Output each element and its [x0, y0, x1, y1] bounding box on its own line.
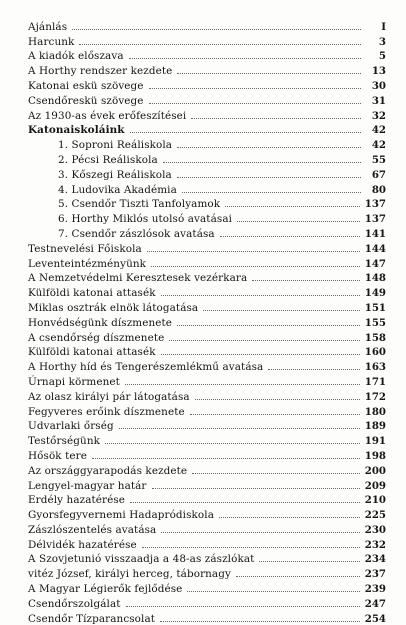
dot-leader: [203, 309, 360, 311]
toc-entry-page-number: 237: [364, 568, 386, 581]
toc-entry: [28, 270, 386, 285]
dot-leader: [237, 220, 360, 222]
toc-entry: [28, 122, 386, 137]
toc-entry-page-number: 80: [371, 183, 386, 196]
toc-entry-page-number: 254: [364, 612, 386, 625]
toc-entry-page-number: 149: [364, 287, 386, 300]
toc-entry-page-number: 209: [364, 479, 386, 492]
dot-leader: [125, 383, 360, 385]
toc-entry-page-number: 13: [371, 65, 386, 78]
toc-entry-title: Testőrségünk: [28, 435, 101, 448]
toc-entry-page-number: 55: [371, 153, 386, 166]
dot-leader: [149, 87, 361, 89]
toc-entry-page-number: 171: [364, 375, 386, 388]
toc-entry-title: Délvidék hazatérése: [28, 538, 137, 551]
toc-entry-title: Csendőreskü szövege: [28, 94, 144, 107]
toc-entry-page-number: 147: [364, 257, 386, 270]
toc-entry-title: Külföldi katonai attasék: [28, 287, 156, 300]
toc-entry-page-number: 239: [364, 583, 386, 596]
toc-entry: [28, 225, 386, 240]
dot-leader: [72, 28, 361, 30]
toc-entry: [28, 255, 386, 270]
dot-leader: [195, 398, 360, 400]
dot-leader: [177, 146, 361, 148]
toc-entry-title: Katonai eskü szövege: [28, 79, 144, 92]
toc-entry-title: Erdély hazatérése: [28, 494, 126, 507]
toc-entry-title: Hősök tere: [28, 449, 87, 462]
toc-entry-page-number: 210: [364, 494, 386, 507]
toc-entry-title: Az országgyarapodás kezdete: [28, 464, 188, 477]
toc-entry-page-number: I: [381, 20, 386, 33]
toc-entry: [28, 92, 386, 107]
toc-entry-page-number: 247: [364, 597, 386, 610]
toc-entry-page-number: 67: [371, 168, 386, 181]
dot-leader: [161, 294, 360, 296]
toc-entry: [28, 580, 386, 595]
toc-entry-title: Miklas osztrák elnök látogatása: [28, 301, 199, 314]
toc-entry: [28, 403, 386, 418]
toc-entry-title: A Magyar Légierők fejlődése: [28, 583, 183, 596]
toc-entry-title: Testnevelési Főiskola: [28, 242, 142, 255]
toc-entry-title: Fegyveres erőink díszmenete: [28, 405, 185, 418]
toc-entry-page-number: 144: [364, 242, 386, 255]
dot-leader: [105, 442, 360, 444]
toc-entry-title: Az 1930-as évek erőfeszítései: [28, 109, 187, 122]
toc-entry: [28, 166, 386, 181]
toc-entry: [28, 477, 386, 492]
toc-entry-page-number: 180: [364, 405, 386, 418]
table-of-contents: [28, 18, 386, 625]
dot-leader: [163, 161, 361, 163]
toc-entry-page-number: 160: [364, 346, 386, 359]
toc-entry-page-number: 158: [364, 331, 386, 344]
toc-entry-page-number: 42: [371, 124, 386, 137]
dot-leader: [129, 57, 361, 59]
toc-entry: [28, 151, 386, 166]
toc-entry: [28, 62, 386, 77]
dot-leader: [119, 427, 360, 429]
toc-entry: [28, 551, 386, 566]
toc-entry-page-number: 163: [364, 361, 386, 374]
toc-entry-title: 3. Kőszegi Reáliskola: [58, 168, 172, 181]
toc-entry-title: Harcunk: [28, 35, 75, 48]
toc-entry: [28, 314, 386, 329]
toc-entry-title: vitéz József, királyi herceg, tábornagy: [28, 568, 231, 581]
toc-entry-title: Zászlószentelés avatása: [28, 523, 157, 536]
toc-entry-page-number: 31: [371, 94, 386, 107]
toc-entry: [28, 48, 386, 63]
toc-entry-page-number: 234: [364, 553, 386, 566]
toc-entry: [28, 536, 386, 551]
toc-entry: [28, 210, 386, 225]
toc-entry: [28, 506, 386, 521]
toc-entry-page-number: 200: [364, 464, 386, 477]
toc-entry: [28, 418, 386, 433]
toc-entry-title: Udvarlaki őrség: [28, 420, 114, 433]
dot-leader: [220, 235, 360, 237]
toc-entry-page-number: 189: [364, 420, 386, 433]
toc-entry-title: A kiadók előszava: [28, 50, 124, 63]
dot-leader: [192, 472, 360, 474]
toc-entry-title: Ajánlás: [28, 20, 68, 33]
dot-leader: [225, 205, 360, 207]
dot-leader: [152, 487, 360, 489]
toc-entry-page-number: 172: [364, 390, 386, 403]
toc-entry: [28, 388, 386, 403]
dot-leader: [268, 368, 359, 370]
toc-entry: [28, 432, 386, 447]
toc-entry: [28, 595, 386, 610]
toc-entry-title: 5. Csendőr Tiszti Tanfolyamok: [58, 198, 221, 211]
toc-entry: [28, 447, 386, 462]
dot-leader: [259, 560, 359, 562]
toc-entry: [28, 492, 386, 507]
dot-leader: [169, 339, 359, 341]
toc-entry-title: 4. Ludovika Akadémia: [58, 183, 177, 196]
toc-entry: [28, 329, 386, 344]
toc-entry-title: Katonaiskoláink: [28, 124, 125, 137]
toc-entry-page-number: 198: [364, 449, 386, 462]
toc-entry-title: Leventeintézményünk: [28, 257, 147, 270]
dot-leader: [177, 72, 361, 74]
toc-entry-page-number: 148: [364, 272, 386, 285]
toc-entry-page-number: 137: [364, 213, 386, 226]
toc-entry: [28, 181, 386, 196]
dot-leader: [190, 413, 360, 415]
dot-leader: [142, 546, 360, 548]
dot-leader: [151, 265, 360, 267]
dot-leader: [92, 457, 360, 459]
toc-entry-page-number: 232: [364, 538, 386, 551]
toc-entry-title: 1. Soproni Reáliskola: [58, 139, 173, 152]
dot-leader: [177, 324, 360, 326]
toc-entry-title: Lengyel-magyar határ: [28, 479, 147, 492]
toc-entry: [28, 196, 386, 211]
toc-entry: [28, 240, 386, 255]
toc-entry: [28, 344, 386, 359]
dot-leader: [126, 605, 360, 607]
dot-leader: [147, 250, 360, 252]
toc-entry-title: 7. Csendőr zászlósok avatása: [58, 227, 215, 240]
toc-entry-page-number: 230: [364, 523, 386, 536]
dot-leader: [130, 501, 360, 503]
toc-entry: [28, 565, 386, 580]
toc-entry: [28, 610, 386, 625]
dot-leader: [79, 43, 361, 45]
toc-entry-title: Az olasz királyi pár látogatása: [28, 390, 190, 403]
toc-entry: [28, 373, 386, 388]
toc-entry-title: A Nemzetvédelmi Keresztesek vezérkara: [28, 272, 248, 285]
toc-entry-title: Honvédségünk díszmenete: [28, 316, 173, 329]
toc-entry: [28, 33, 386, 48]
toc-entry-title: A Szovjetunió visszaadja a 48-as zászlókat: [28, 553, 255, 566]
dot-leader: [236, 575, 360, 577]
toc-entry-page-number: 191: [364, 435, 386, 448]
toc-entry-page-number: 141: [364, 227, 386, 240]
dot-leader: [130, 131, 361, 133]
dot-leader: [161, 353, 360, 355]
toc-entry-title: 6. Horthy Miklós utolsó avatásai: [58, 213, 233, 226]
toc-entry-title: Csendőrszolgálat: [28, 597, 121, 610]
toc-entry-title: A Horthy rendszer kezdete: [28, 65, 173, 78]
toc-entry-page-number: 32: [371, 109, 386, 122]
dot-leader: [219, 516, 360, 518]
toc-entry-page-number: 225: [364, 509, 386, 522]
toc-entry: [28, 77, 386, 92]
toc-entry-page-number: 30: [371, 79, 386, 92]
toc-entry-title: A Horthy híd és Tengerészemlékmű avatása: [28, 361, 264, 374]
dot-leader: [161, 531, 359, 533]
toc-entry: [28, 521, 386, 536]
toc-entry-page-number: 155: [364, 316, 386, 329]
dot-leader: [177, 176, 361, 178]
toc-entry-title: Gyorsfegyvernemi Hadapródiskola: [28, 509, 215, 522]
toc-entry: [28, 358, 386, 373]
toc-entry-page-number: 42: [371, 139, 386, 152]
toc-entry: [28, 107, 386, 122]
toc-entry: [28, 299, 386, 314]
toc-entry: [28, 462, 386, 477]
toc-entry-title: Külföldi katonai attasék: [28, 346, 156, 359]
toc-entry-title: Csendőr Tízparancsolat: [28, 612, 156, 625]
toc-entry-title: A csendőrség díszmenete: [28, 331, 165, 344]
toc-entry-title: 2. Pécsi Reáliskola: [58, 153, 158, 166]
toc-entry: [28, 284, 386, 299]
dot-leader: [182, 191, 361, 193]
toc-entry-page-number: 5: [378, 50, 386, 63]
dot-leader: [187, 590, 359, 592]
toc-entry: [28, 136, 386, 151]
toc-entry-page-number: 3: [378, 35, 386, 48]
toc-entry: [28, 18, 386, 33]
toc-entry-page-number: 151: [364, 301, 386, 314]
dot-leader: [149, 102, 361, 104]
toc-entry-title: Úrnapi körmenet: [28, 375, 120, 388]
toc-entry-page-number: 137: [364, 198, 386, 211]
dot-leader: [191, 117, 361, 119]
dot-leader: [252, 279, 359, 281]
